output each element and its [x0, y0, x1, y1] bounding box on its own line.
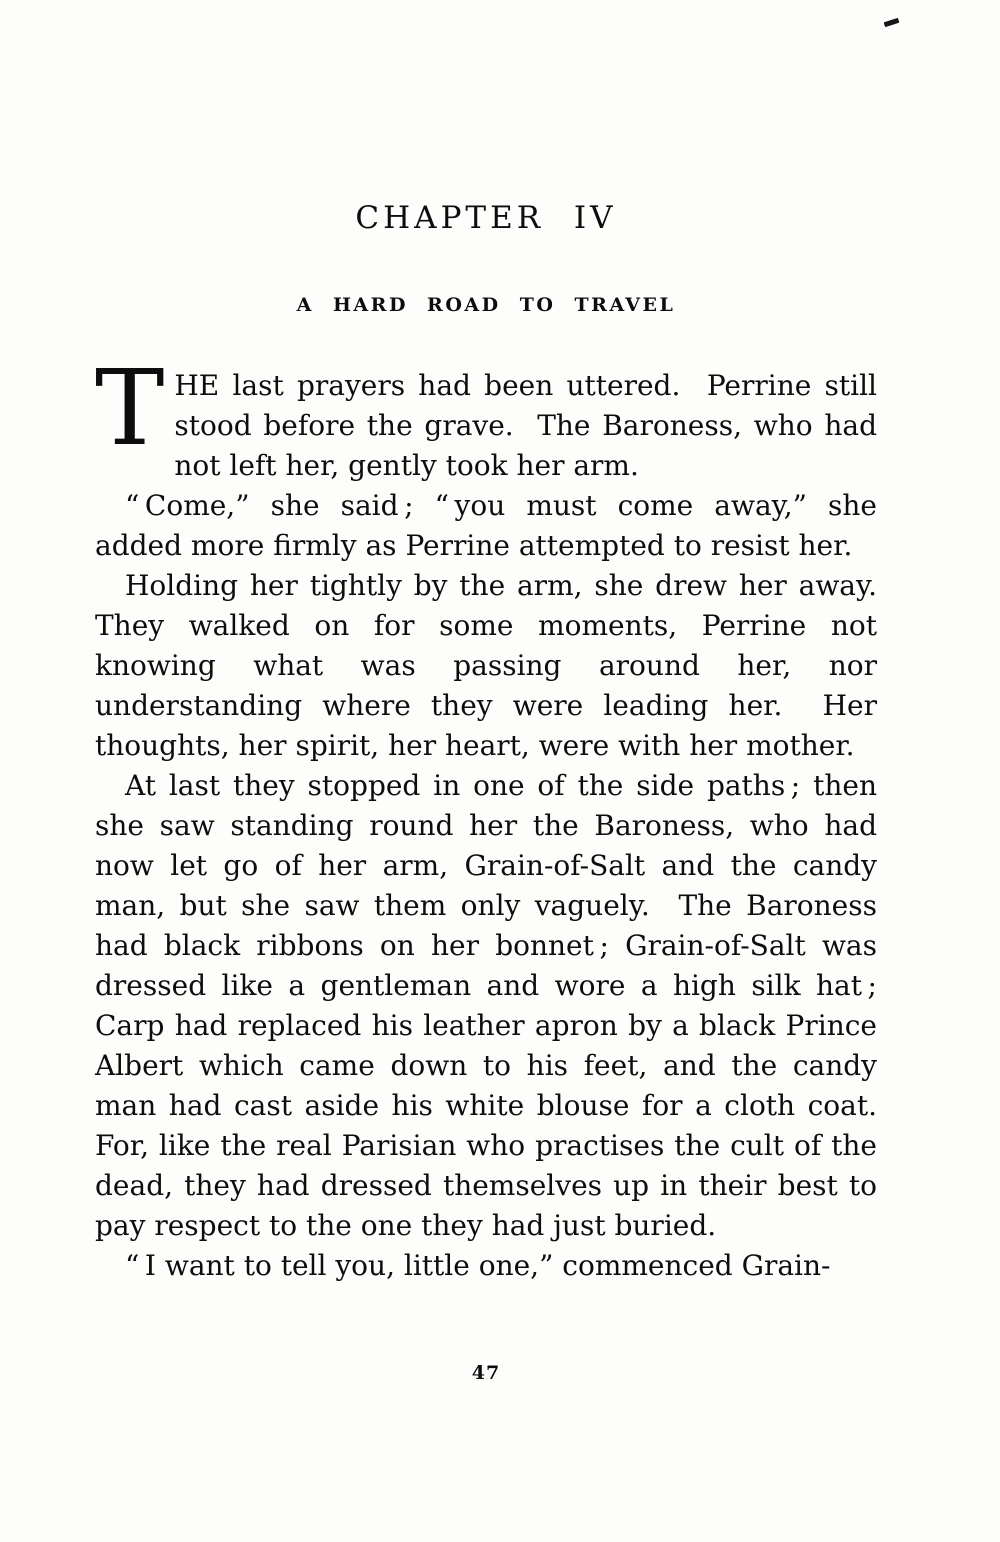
- paragraph-3: Holding her tightly by the arm, she drew her away. They walked on for some moments, Perrine not knowing what was passing around her, nor understanding where they were leading her. Her thoughts, her spirit, her heart, were with her mother.: [95, 569, 895, 762]
- scan-artifact-mark: [884, 18, 900, 27]
- paragraph-4: At last they stopped in one of the side paths ; then she saw standing round her the Baroness, who had now let go of her arm, Grain-of-Salt and the candy man, but she saw them only vaguely. The Baroness had black ribbons on her bonnet ; Grain-of-Salt was dressed like a gentleman and wore a high silk hat ; Carp had replaced his leather apron by a black Prince Albert which came down to his feet, and the candy man had cast aside his white blouse for a cloth coat. For, like the real Parisian who practises the cult of the dead, they had dressed themselves up in their best to pay respect to the one they had just buried.: [95, 769, 895, 1242]
- drop-cap: T: [95, 347, 165, 469]
- paragraph-1: [95, 347, 886, 486]
- paragraph-2: “ Come,” she said ; “ you must come away,” she added more firmly as Perrine attempted to resist her.: [95, 489, 886, 562]
- body-text: [95, 347, 895, 1286]
- paragraph-5: “ I want to tell you, little one,” commenced Grain-: [125, 1249, 831, 1282]
- page-number: 47: [471, 1362, 501, 1384]
- paragraph-1-text: HE last prayers had been uttered. Perrine still stood before the grave. The Baroness, who had not left her, gently took her arm.: [174, 369, 886, 482]
- chapter-heading: CHAPTER IV: [355, 200, 617, 236]
- page-content: [95, 0, 895, 1286]
- chapter-subtitle: A HARD ROAD TO TRAVEL: [296, 294, 676, 316]
